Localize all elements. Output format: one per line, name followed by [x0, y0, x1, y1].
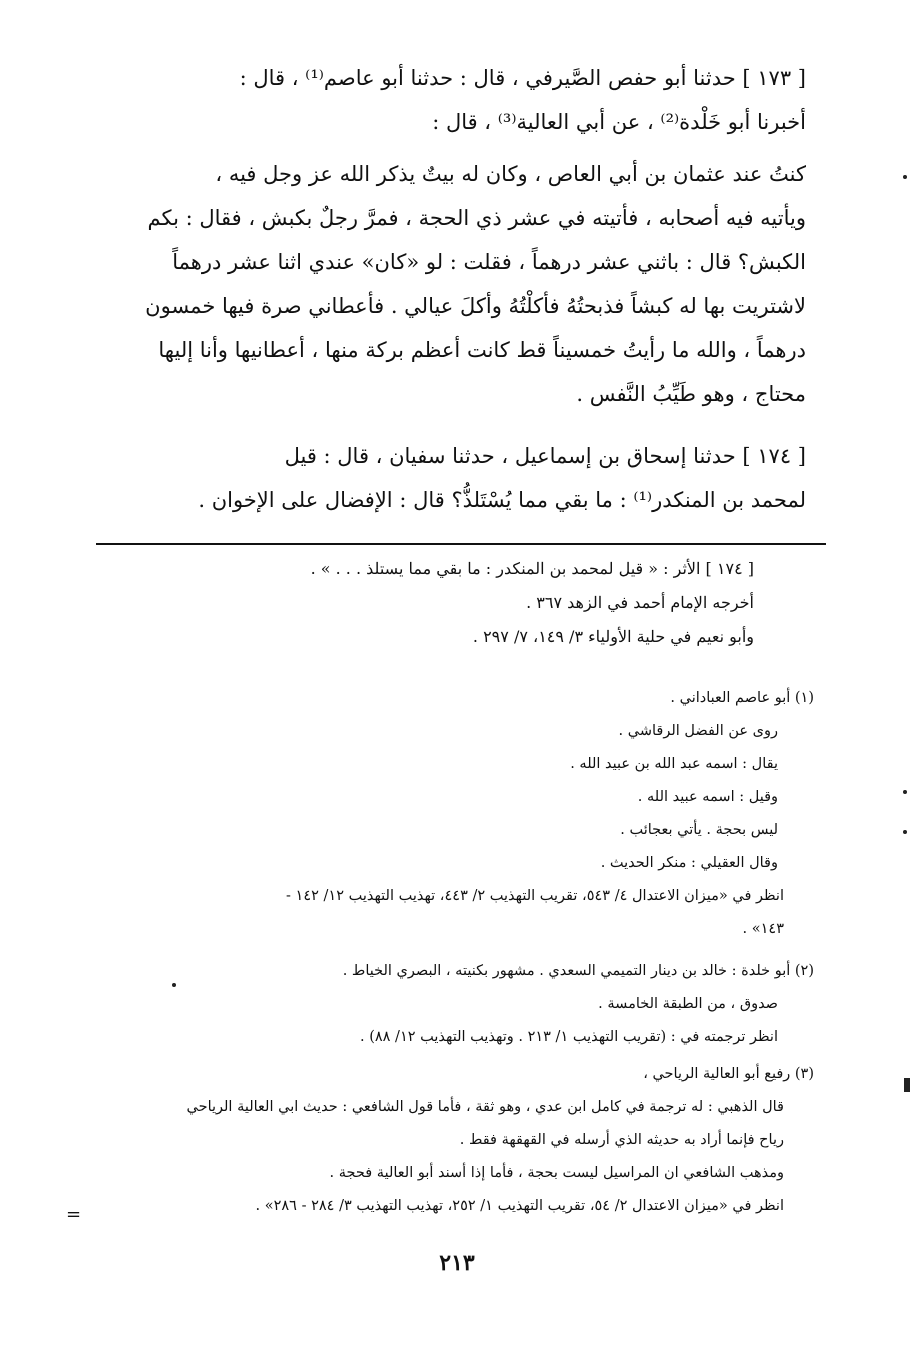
footnote-3-heading: (٣) رفيع أبو العالية الرياحي ، — [643, 1066, 814, 1082]
hadith-173-matn-line: درهماً ، والله ما رأيتُ خمسيناً قط كانت أعظم بركة منها ، أعطانيها وأنا إليها — [158, 338, 806, 362]
hadith-173-isnad-line: أخبرنا أبو خَلْدة⁽²⁾ ، عن أبي العالية⁽³⁾ ، قال : — [432, 110, 806, 134]
footnote-2-line: انظر ترجمته في : (تقريب التهذيب ١/ ٢١٣ . وتهذيب التهذيب ١٢/ ٨٨) . — [359, 1029, 778, 1045]
footnote-1-line: روى عن الفضل الرقاشي . — [618, 723, 778, 739]
hadith-173-matn-line: محتاج ، وهو طَيِّبُ النَّفس . — [576, 382, 806, 406]
footnote-1-line: ليس بحجة . يأتي بعجائب . — [620, 822, 778, 838]
margin-mark-icon — [904, 1078, 910, 1092]
footnote-1-line: وقيل : اسمه عبيد الله . — [637, 789, 778, 805]
source-note — [134, 552, 754, 654]
footnote-separator-rule — [96, 543, 826, 545]
hadith-174 — [106, 434, 806, 522]
margin-dot-icon — [903, 830, 907, 834]
margin-dot-icon — [172, 983, 176, 987]
footnote-3-line: قال الذهبي : له ترجمة في كامل ابن عدي ، وهو ثقة ، فأما قول الشافعي : حديث ابي العالية الرياحي — [186, 1099, 784, 1115]
footnote-2-line: صدوق ، من الطبقة الخامسة . — [598, 996, 778, 1012]
footnote-1 — [94, 682, 814, 946]
hadith-174-line: لمحمد بن المنكدر⁽¹⁾ : ما بقي مما يُسْتَلذُّ؟ قال : الإفضال على الإخوان . — [198, 488, 806, 512]
margin-dot-icon — [903, 175, 907, 179]
footnote-3-line: رياح فإنما أراد به حديثه الذي أرسله في القهقهة فقط . — [459, 1132, 784, 1148]
source-note-line: أخرجه الإمام أحمد في الزهد ٣٦٧ . — [526, 593, 754, 612]
hadith-173-matn-line: كنتُ عند عثمان بن أبي العاص ، وكان له بيتٌ يذكر الله عز وجل فيه ، — [215, 162, 806, 186]
hadith-173-isnad-line: [ ١٧٣ ] حدثنا أبو حفص الصَّيرفي ، قال : حدثنا أبو عاصم⁽¹⁾ ، قال : — [239, 66, 806, 90]
continuation-mark: = — [66, 1204, 82, 1225]
hadith-173-matn-line: ويأتيه فيه أصحابه ، فأتيته في عشر ذي الحجة ، فمرَّ رجلٌ بكبش ، فقال : بكم — [147, 206, 806, 230]
hadith-173-matn — [106, 152, 806, 416]
footnote-1-line-continued: ١٤٣» . — [742, 921, 784, 937]
hadith-173-isnad — [106, 56, 806, 144]
hadith-173-matn-line: لاشتريت بها له كبشاً فذبحتُهُ فأكلْتُهُ وأكلَ عيالي . فأعطاني صرة فيها خمسون — [145, 294, 806, 318]
source-note-line: وأبو نعيم في حلية الأولياء ٣/ ١٤٩، ٧/ ٢٩٧ . — [472, 627, 754, 646]
footnote-3-line: ومذهب الشافعي ان المراسيل ليست بحجة ، فأما إذا أسند أبو العالية فحجة . — [329, 1165, 784, 1181]
footnote-1-heading: (١) أبو عاصم العباداني . — [670, 690, 814, 706]
footnote-2-heading: (٢) أبو خلدة : خالد بن دينار التميمي السعدي . مشهور بكنيته ، البصري الخياط . — [342, 963, 814, 979]
hadith-173-matn-line: الكبش؟ قال : باثني عشر درهماً ، فقلت : لو «كان» عندي اثنا عشر درهماً — [172, 250, 806, 274]
footnote-1-line: انظر في «ميزان الاعتدال ٤/ ٥٤٣، تقريب التهذيب ٢/ ٤٤٣، تهذيب التهذيب ١٢/ ١٤٢ - — [286, 888, 784, 904]
footnote-1-line: يقال : اسمه عبد الله بن عبيد الله . — [570, 756, 778, 772]
footnote-3-line: انظر في «ميزان الاعتدال ٢/ ٥٤، تقريب التهذيب ١/ ٢٥٢، تهذيب التهذيب ٣/ ٢٨٤ - ٢٨٦» . — [255, 1198, 784, 1214]
footnote-2 — [94, 955, 814, 1054]
page-number: ٢١٣ — [439, 1250, 475, 1276]
source-note-line: [ ١٧٤ ] الأثر : « قيل لمحمد بن المنكدر : ما بقي مما يستلذ . . . » . — [310, 559, 754, 578]
margin-dot-icon — [903, 790, 907, 794]
hadith-174-line: [ ١٧٤ ] حدثنا إسحاق بن إسماعيل ، حدثنا سفيان ، قال : قيل — [284, 444, 806, 468]
footnote-1-line: وقال العقيلي : منكر الحديث . — [600, 855, 778, 871]
footnote-3 — [94, 1058, 814, 1223]
